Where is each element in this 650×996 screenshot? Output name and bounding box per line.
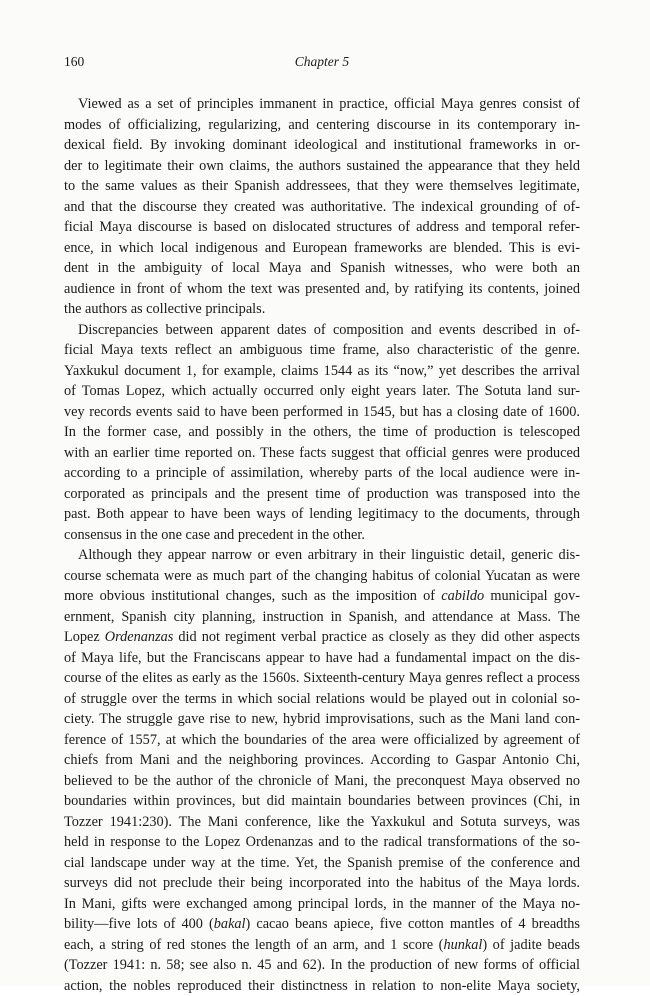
text-line: according to a principle of assimilation, whereby parts of the local audience were in- (64, 463, 580, 484)
paragraph (64, 94, 580, 320)
text-line: Although they appear narrow or even arbitrary in their linguistic detail, generic dis- (64, 545, 580, 566)
text-line: audience in front of whom the text was presented and, by ratifying its contents, joined (64, 279, 580, 300)
text-line: cial landscape under way at the time. Yet, the Spanish premise of the conference and (64, 853, 580, 874)
text-line: vey records events said to have been performed in 1545, but has a closing date of 1600. (64, 402, 580, 423)
text-line: the authors as collective principals. (64, 299, 580, 320)
text-line: modes of officializing, regularizing, and centering discourse in its contemporary in- (64, 115, 580, 136)
text-line: of Tomas Lopez, which actually occurred only eight years later. The Sotuta land sur- (64, 381, 580, 402)
text-line: ficial Maya texts reflect an ambiguous time frame, also characteristic of the genre. (64, 340, 580, 361)
text-line: ernment, Spanish city planning, instruction in Spanish, and attendance at Mass. The (64, 607, 580, 628)
text-line: surveys did not preclude their being incorporated into the habitus of the Maya lords. (64, 873, 580, 894)
text-line: chiefs from Mani and the neighboring provinces. According to Gaspar Antonio Chi, (64, 750, 580, 771)
text-line: ence, in which local indigenous and European frameworks are blended. This is evi- (64, 238, 580, 259)
text-line: course of the elites as early as the 1560s. Sixteenth-century Maya genres reflect a process (64, 668, 580, 689)
text-line: consensus in the one case and precedent in the other. (64, 525, 580, 546)
text-line: to the same values as their Spanish addressees, that they were themselves legitimate, (64, 176, 580, 197)
text-line: ficial Maya discourse is based on dislocated structures of address and temporal refer- (64, 217, 580, 238)
chapter-title: Chapter 5 (64, 52, 580, 72)
text-line: Lopez Ordenanzas did not regiment verbal practice as closely as they did other aspects (64, 627, 580, 648)
text-line: (Tozzer 1941: n. 58; see also n. 45 and 62). In the production of new forms of official (64, 955, 580, 976)
text-line: ference of 1557, at which the boundaries of the area were officialized by agreement of (64, 730, 580, 751)
paragraph (64, 320, 580, 546)
text-line: of struggle over the terms in which social relations would be played out in colonial so- (64, 689, 580, 710)
text-line: Yaxkukul document 1, for example, claims 1544 as its “now,” yet describes the arrival (64, 361, 580, 382)
text-line: each, a string of red stones the length of an arm, and 1 score (hunkal) of jadite beads (64, 935, 580, 956)
text-line: held in response to the Lopez Ordenanzas and to the radical transformations of the so- (64, 832, 580, 853)
text-line: dent in the ambiguity of local Maya and Spanish witnesses, who were both an (64, 258, 580, 279)
text-line: Viewed as a set of principles immanent in practice, official Maya genres consist of (64, 94, 580, 115)
text-line: bility—five lots of 400 (bakal) cacao beans apiece, five cotton mantles of 4 breadths (64, 914, 580, 935)
text-line: course schemata were as much part of the changing habitus of colonial Yucatan as were (64, 566, 580, 587)
text-line: believed to be the author of the chronicle of Mani, the preconquest Maya observed no (64, 771, 580, 792)
running-head (64, 52, 580, 72)
body-text (64, 94, 580, 996)
text-line: In the former case, and possibly in the others, the time of production is telescoped (64, 422, 580, 443)
text-line: Tozzer 1941:230). The Mani conference, like the Yaxkukul and Sotuta surveys, was (64, 812, 580, 833)
text-line: and that the discourse they created was authoritative. The indexical grounding of of- (64, 197, 580, 218)
text-line: In Mani, gifts were exchanged among principal lords, in the manner of the Maya no- (64, 894, 580, 915)
paragraph (64, 545, 580, 996)
text-line: ciety. The struggle gave rise to new, hybrid improvisations, such as the Mani land con- (64, 709, 580, 730)
text-line: with an earlier time reported on. These facts suggest that official genres were produced (64, 443, 580, 464)
text-line: dexical field. By invoking dominant ideological and institutional frameworks in or- (64, 135, 580, 156)
text-line: Discrepancies between apparent dates of composition and events described in of- (64, 320, 580, 341)
text-line: action, the nobles reproduced their distinctness in relation to non-elite Maya society, (64, 976, 580, 996)
text-line: der to legitimate their own claims, the authors sustained the appearance that they held (64, 156, 580, 177)
text-line: of Maya life, but the Franciscans appear to have had a fundamental impact on the dis- (64, 648, 580, 669)
page-number: 160 (64, 52, 84, 72)
text-line: past. Both appear to have been ways of lending legitimacy to the documents, through (64, 504, 580, 525)
text-line: more obvious institutional changes, such as the imposition of cabildo municipal gov- (64, 586, 580, 607)
text-line: boundaries within provinces, but did maintain boundaries between provinces (Chi, in (64, 791, 580, 812)
text-line: corporated as principals and the present time of production was transposed into the (64, 484, 580, 505)
